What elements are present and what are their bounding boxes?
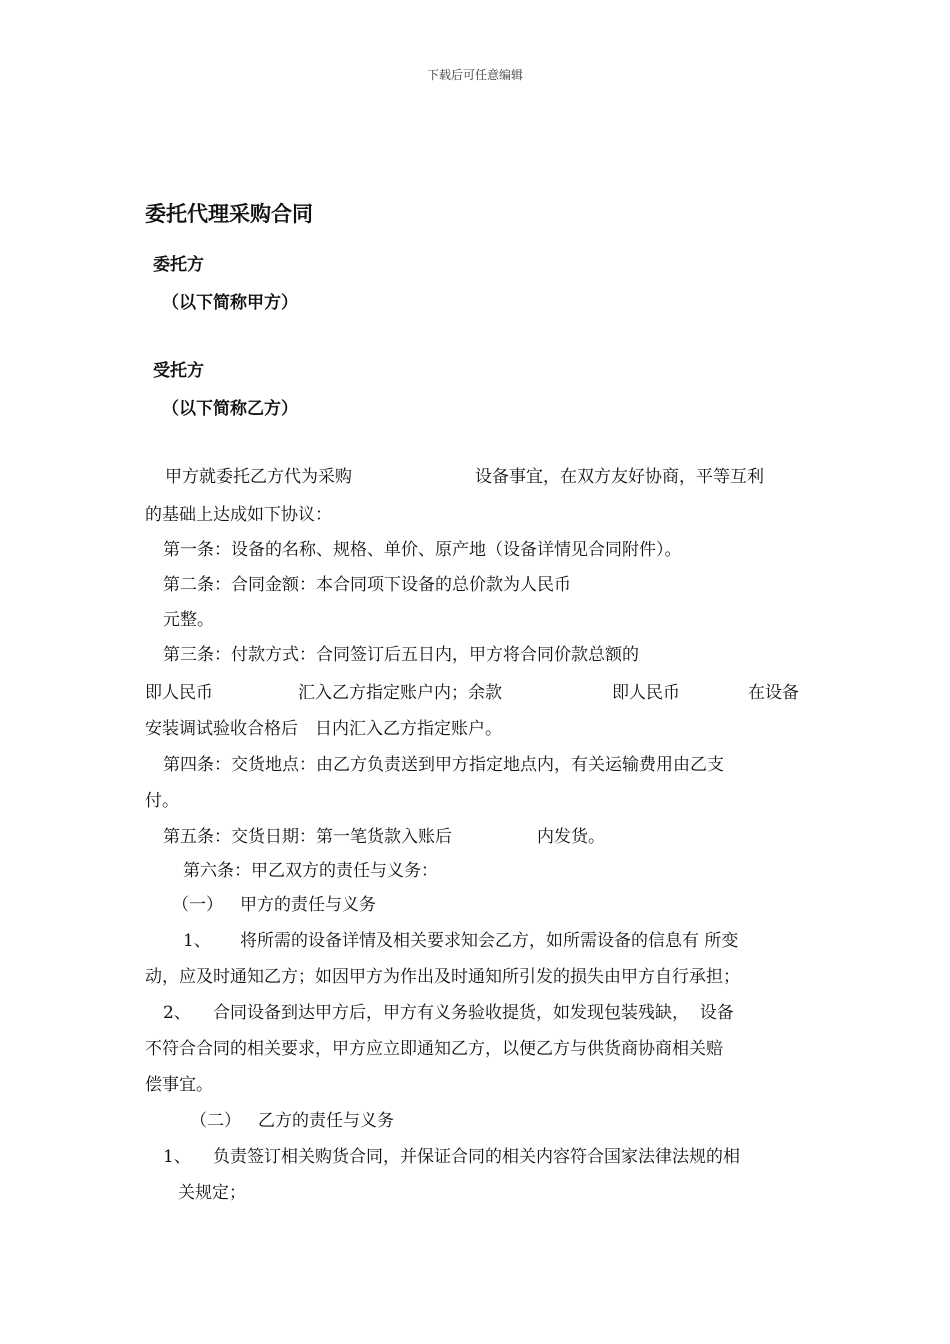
- intro-line-1a: 甲方就委托乙方代为采购: [165, 467, 352, 487]
- item-2-line-3: 偿事宜。: [145, 1075, 213, 1095]
- article-2-line-1: 第二条：合同金额：本合同项下设备的总价款为人民币: [163, 575, 571, 595]
- article-3-line-2a: 即人民币: [145, 683, 213, 703]
- article-2-line-2: 元整。: [163, 610, 214, 630]
- item-1-number: 1、: [183, 931, 211, 951]
- article-3-line-3: 安装调试验收合格后 日内汇入乙方指定账户。: [145, 719, 502, 739]
- client-label: 委托方: [153, 255, 204, 275]
- client-note: （以下简称甲方）: [162, 293, 298, 313]
- article-5-line-1: 第五条：交货日期：第一笔货款入账后: [163, 827, 452, 847]
- intro-line-2: 的基础上达成如下协议：: [145, 505, 332, 525]
- agent-note: （以下简称乙方）: [162, 399, 298, 419]
- item-1-line-2: 动，应及时通知乙方；如因甲方为作出及时通知所引发的损失由甲方自行承担；: [145, 967, 740, 987]
- section-2-title: 乙方的责任与义务: [258, 1111, 394, 1131]
- item-1-line-1: 将所需的设备详情及相关要求知会乙方，如所需设备的信息有 所变: [240, 931, 739, 951]
- section-1-title: 甲方的责任与义务: [240, 895, 376, 915]
- section-1-number: （一）: [172, 895, 223, 915]
- article-5-line-2: 内发货。: [537, 827, 605, 847]
- article-3-line-1: 第三条：付款方式：合同签订后五日内，甲方将合同价款总额的: [163, 645, 639, 665]
- article-4-line-1: 第四条：交货地点：由乙方负责送到甲方指定地点内，有关运输费用由乙支: [163, 755, 724, 775]
- section-2-number: （二）: [190, 1111, 241, 1131]
- item-2-line-2: 不符合合同的相关要求，甲方应立即通知乙方，以便乙方与供货商协商相关赔: [145, 1039, 723, 1059]
- article-3-line-2b: 汇入乙方指定账户内；余款: [298, 683, 502, 703]
- agent-label: 受托方: [153, 361, 204, 381]
- item-2-number: 2、: [163, 1003, 191, 1023]
- b-item-1-line-2: 关规定；: [178, 1183, 246, 1203]
- article-3-line-2d: 在设备: [748, 683, 799, 703]
- b-item-1-number: 1、: [163, 1147, 191, 1167]
- document-title: 委托代理采购合同: [145, 202, 313, 226]
- intro-line-1b: 设备事宜，在双方友好协商，平等互利: [475, 467, 764, 487]
- item-2-line-1: 合同设备到达甲方后，甲方有义务验收提货，如发现包装残缺， 设备: [213, 1003, 734, 1023]
- article-4-line-2: 付。: [145, 791, 179, 811]
- article-6: 第六条：甲乙双方的责任与义务：: [183, 861, 438, 881]
- article-3-line-2c: 即人民币: [612, 683, 680, 703]
- article-1: 第一条：设备的名称、规格、单价、原产地（设备详情见合同附件）。: [163, 540, 682, 560]
- b-item-1-line-1: 负责签订相关购货合同，并保证合同的相关内容符合国家法律法规的相: [213, 1147, 740, 1167]
- page-header: 下载后可任意编辑: [426, 68, 523, 82]
